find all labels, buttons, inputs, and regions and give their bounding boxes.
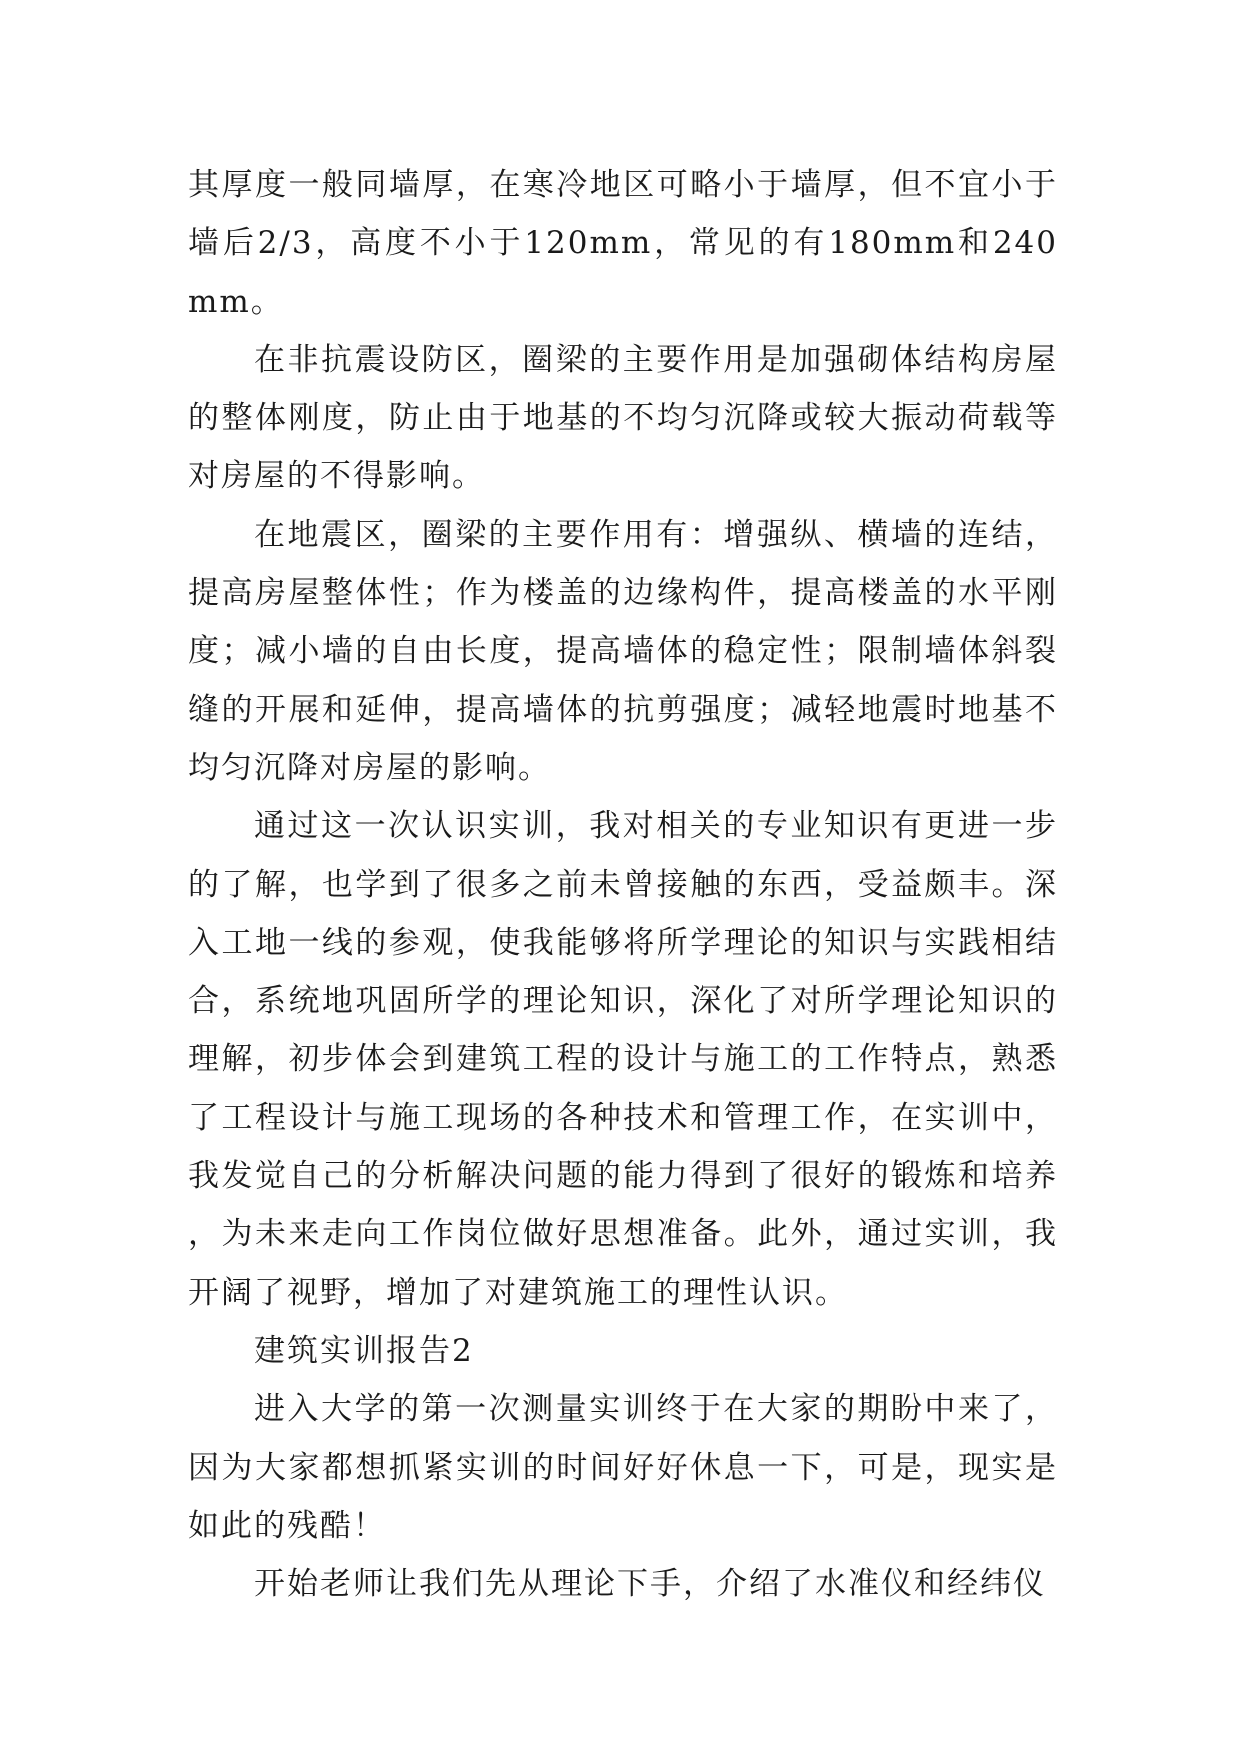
paragraph-survey-training-intro: 进入大学的第一次测量实训终于在大家的期盼中来了，因为大家都想抓紧实训的时间好好休息一下，可是，现实是如此的残酷！: [188, 1391, 1058, 1544]
paragraph-training-summary: 通过这一次认识实训，我对相关的专业知识有更进一步的了解，也学到了很多之前未曾接触的东西，受益颇丰。深入工地一线的参观，使我能够将所学理论的知识与实践相结合，系统地巩固所学的理论知识，深化了对所学理论知识的理解，初步体会到建筑工程的设计与施工的工作特点，熟悉了工程设计与施工现场的各种技术和管理工作，在实训中，我发觉自己的分析解决问题的能力得到了很好的锻炼和培养，为未来走向工作岗位做好思想准备。此外，通过实训，我开阔了视野，增加了对建筑施工的理性认识。: [188, 808, 1058, 1311]
paragraph-seismic-zone: 在地震区，圈梁的主要作用有：增强纵、横墙的连结，提高房屋整体性；作为楼盖的边缘构件，提高楼盖的水平刚度；减小墙的自由长度，提高墙体的稳定性；限制墙体斜裂缝的开展和延伸，提高墙体的抗剪强度；减轻地震时地基不均匀沉降对房屋的影响。: [188, 516, 1058, 786]
paragraph-teacher-theory: 开始老师让我们先从理论下手，介绍了水准仪和经纬仪: [254, 1566, 1046, 1603]
document-body: [188, 156, 1058, 1613]
section-heading: 建筑实训报告2: [254, 1332, 474, 1369]
paragraph-ring-beam-thickness: 其厚度一般同墙厚，在寒冷地区可略小于墙厚，但不宜小于墙后2/3，高度不小于120mm，常见的有180mm和240mm。: [188, 167, 1058, 320]
paragraph-non-seismic-zone: 在非抗震设防区，圈梁的主要作用是加强砌体结构房屋的整体刚度，防止由于地基的不均匀沉降或较大振动荷载等对房屋的不得影响。: [188, 341, 1058, 495]
